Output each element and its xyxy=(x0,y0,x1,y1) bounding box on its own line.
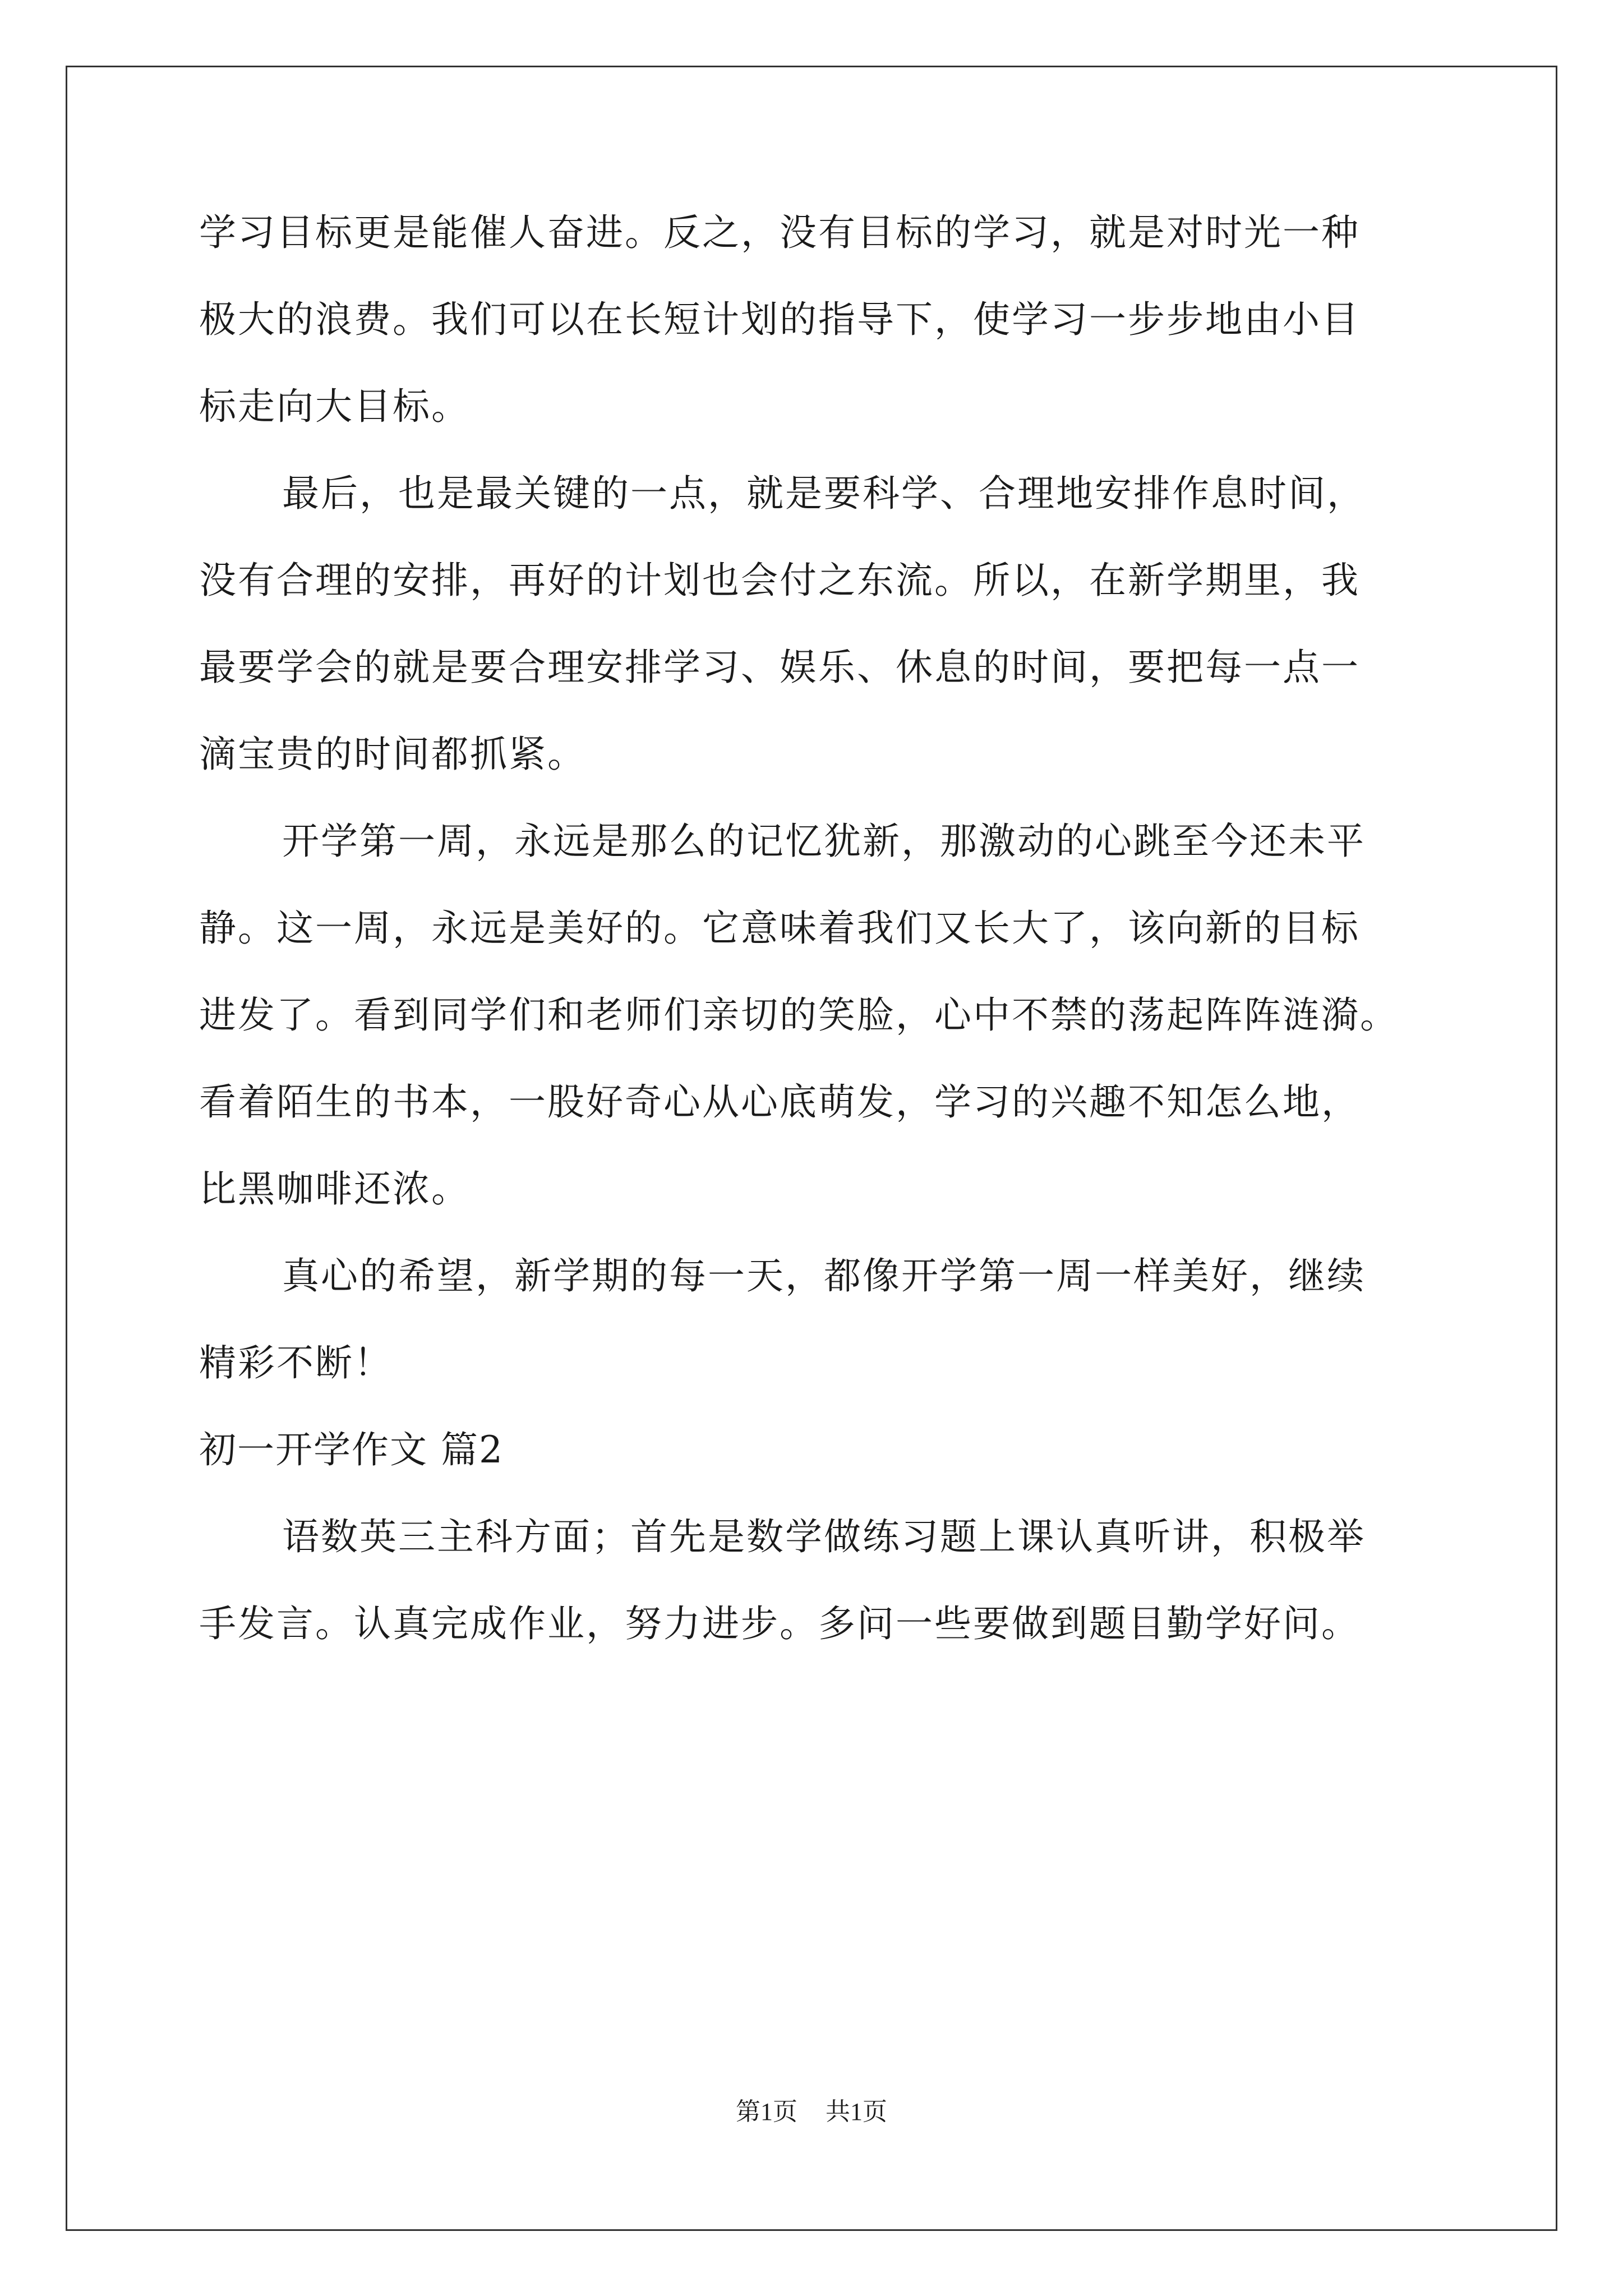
document-body xyxy=(199,208,1450,1686)
text-line: 最后，也是最关键的一点，就是要科学、合理地安排作息时间， xyxy=(282,472,1366,515)
text-line: 学习目标更是能催人奋进。反之，没有目标的学习，就是对时光一种 xyxy=(199,211,1360,254)
page-number-total: 共1页 xyxy=(826,2098,887,2125)
section-heading: 初一开学作文 篇2 xyxy=(199,1428,504,1471)
text-line: 看着陌生的书本，一股好奇心从心底萌发，学习的兴趣不知怎么地， xyxy=(199,1080,1360,1124)
text-line: 最要学会的就是要合理安排学习、娱乐、休息的时间，要把每一点一 xyxy=(199,646,1360,689)
text-line: 没有合理的安排，再好的计划也会付之东流。所以，在新学期里，我 xyxy=(199,559,1360,602)
page-footer xyxy=(0,2095,1623,2129)
page-number-current: 第1页 xyxy=(736,2098,797,2125)
text-line: 真心的希望，新学期的每一天，都像开学第一周一样美好，继续 xyxy=(282,1254,1366,1297)
text-line: 比黑咖啡还浓。 xyxy=(199,1167,470,1211)
text-line: 静。这一周，永远是美好的。它意味着我们又长大了，该向新的目标 xyxy=(199,907,1360,950)
text-line: 精彩不断！ xyxy=(199,1341,393,1384)
text-line: 手发言。认真完成作业，努力进步。多问一些要做到题目勤学好问。 xyxy=(199,1602,1360,1645)
text-line: 标走向大目标。 xyxy=(199,385,470,428)
text-line: 滴宝贵的时间都抓紧。 xyxy=(199,733,586,776)
text-line: 语数英三主科方面；首先是数学做练习题上课认真听讲，积极举 xyxy=(282,1515,1366,1558)
text-line: 开学第一周，永远是那么的记忆犹新，那激动的心跳至今还未平 xyxy=(282,820,1366,863)
text-line: 进发了。看到同学们和老师们亲切的笑脸，心中不禁的荡起阵阵涟漪。 xyxy=(199,993,1399,1037)
text-line: 极大的浪费。我们可以在长短计划的指导下，使学习一步步地由小目 xyxy=(199,298,1360,341)
